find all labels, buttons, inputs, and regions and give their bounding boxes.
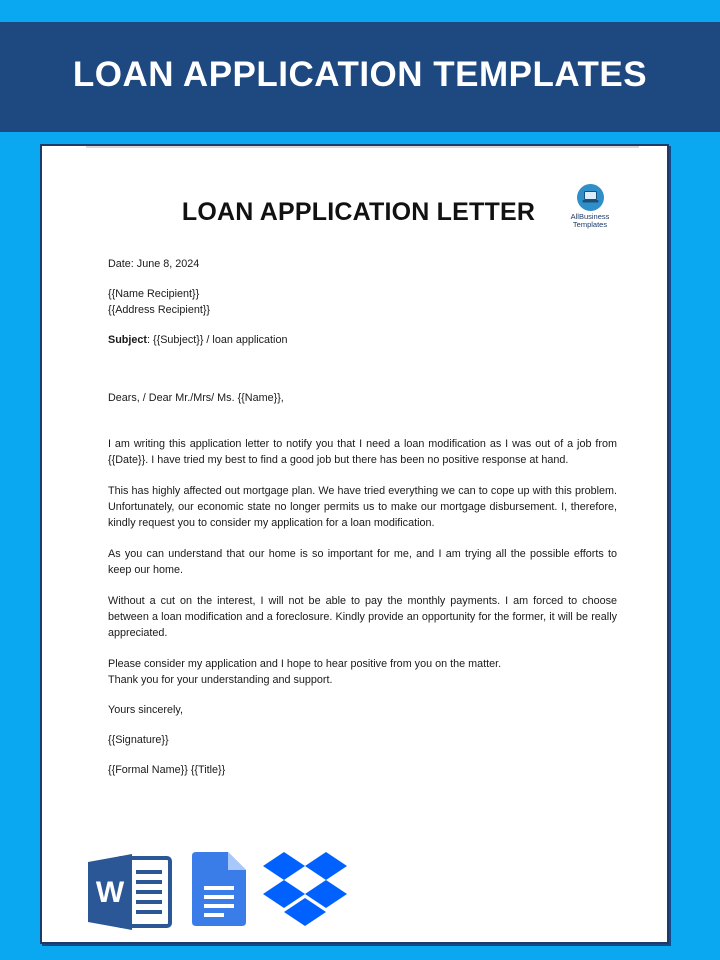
logo-line-1: AllBusiness <box>570 212 610 221</box>
signature-placeholder: {{Signature}} <box>108 734 169 746</box>
subject-line <box>108 332 617 348</box>
svg-text:W: W <box>95 876 125 909</box>
logo-line-2: Templates <box>572 220 608 229</box>
subject-text: : {{Subject}} / loan application <box>147 334 288 346</box>
banner-title: LOAN APPLICATION TEMPLATES <box>72 55 648 94</box>
letter-title: LOAN APPLICATION LETTER <box>181 198 536 226</box>
closing-line-2: Thank you for your understanding and support. <box>108 674 333 686</box>
paragraph-4: Without a cut on the interest, I will not be able to pay the monthly payments. I am forced to choose between a loan modification and a foreclosure. Kindly provide an opportunity for the former, it will be really appreciated. <box>108 595 617 639</box>
document-page <box>40 144 669 944</box>
paragraph-1: I am writing this application letter to notify you that I need a loan modification as I was out of a job from {{Date}}. I have tried my best to find a good job but there has been no positive response at hand. <box>108 438 617 466</box>
logo-text <box>559 213 621 229</box>
recipient-address: {{Address Recipient}} <box>108 304 211 316</box>
allbusiness-logo <box>559 184 621 229</box>
subject-label: Subject <box>108 334 147 346</box>
top-divider <box>86 146 639 148</box>
header-banner <box>0 22 720 132</box>
google-docs-icon[interactable] <box>192 852 246 931</box>
closing-line-1: Please consider my application and I hope to hear positive from you on the matter. <box>108 658 502 670</box>
microsoft-word-icon[interactable] <box>88 852 172 937</box>
salutation: Dears, / Dear Mr./Mrs/ Ms. {{Name}}, <box>108 392 284 404</box>
sign-off: Yours sincerely, <box>108 704 184 716</box>
paragraph-3: As you can understand that our home is so important for me, and I am trying all the possible efforts to keep our home. <box>108 548 617 576</box>
dropbox-icon[interactable] <box>262 850 348 935</box>
formal-name-placeholder: {{Formal Name}} {{Title}} <box>108 764 226 776</box>
letter-body <box>108 256 617 778</box>
paragraph-2: This has highly affected out mortgage plan. We have tried everything we can to cope up with this problem. Unfortunately, our economic state no longer permits us to make our mortgage disbursement. I, therefore, kindly request you to consider my application for a loan modification. <box>108 485 617 529</box>
date-line: Date: June 8, 2024 <box>108 258 200 270</box>
laptop-icon <box>577 184 604 211</box>
recipient-name: {{Name Recipient}} <box>108 288 200 300</box>
